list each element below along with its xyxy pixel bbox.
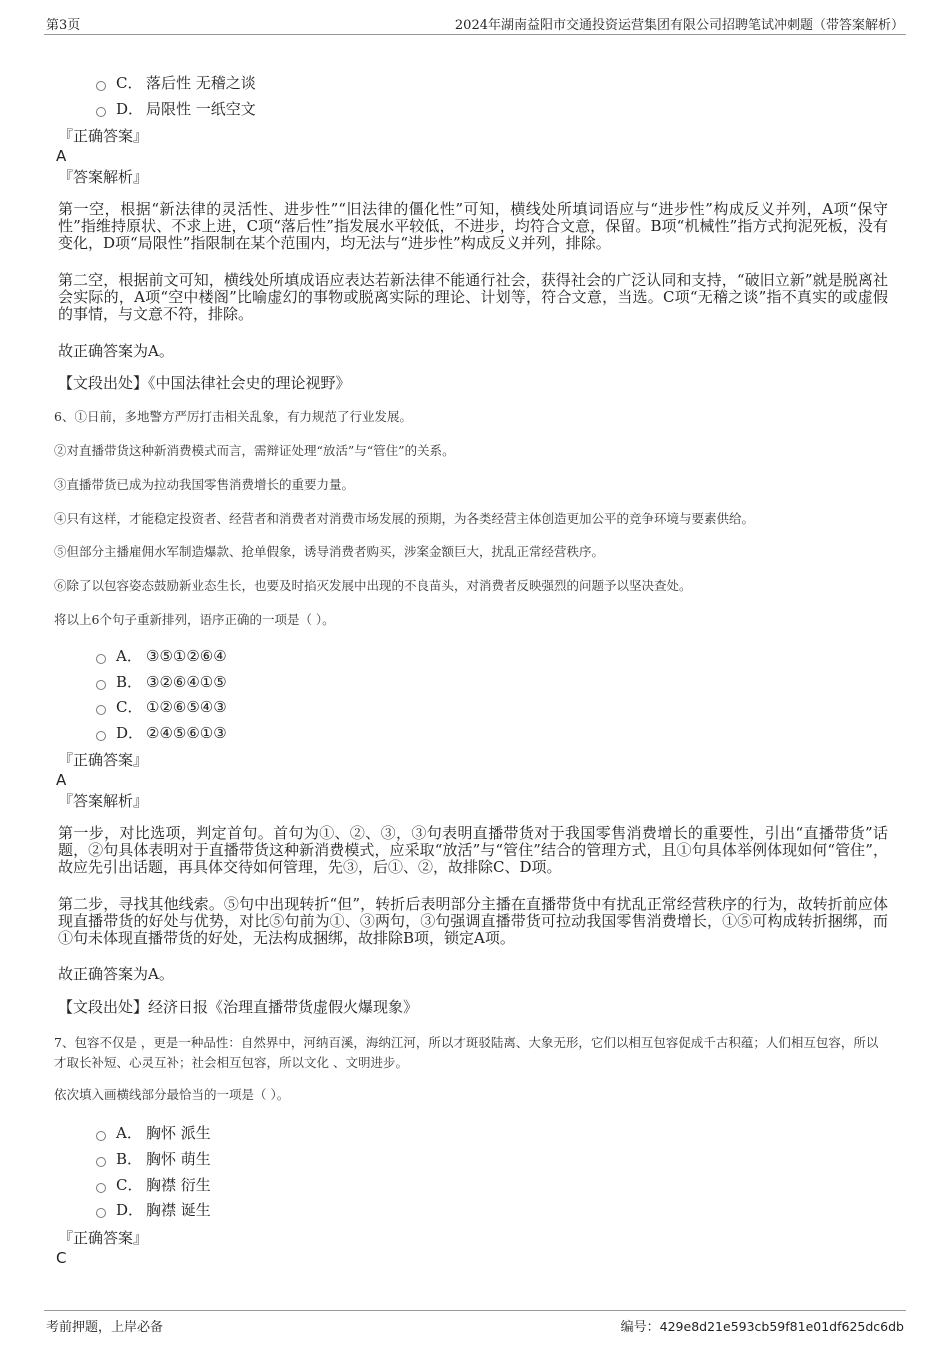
q7-prompt: 依次填入画横线部分最恰当的一项是（ ）。 bbox=[54, 1087, 290, 1102]
q7-option-b[interactable]: B． 胸怀 萌生 bbox=[96, 1149, 211, 1169]
document-title: 2024年湖南益阳市交通投资运营集团有限公司招聘笔试冲刺题（带答案解析） bbox=[454, 18, 904, 33]
radio-icon[interactable] bbox=[96, 1183, 106, 1193]
q7-option-c[interactable]: C． 胸襟 衍生 bbox=[96, 1175, 211, 1195]
q5-answer: A bbox=[56, 147, 67, 165]
q5-analysis-para-2: 第二空，根据前文可知，横线处所填成语应表达若新法律不能通行社会，获得社会的广泛认同和支持，“破旧立新”就是脱离社会实际的，A项“空中楼阁”比喻虚幻的事物或脱离实际的理论、计划等，符合文意，当选。C项“无稽之谈”指不真实的或虚假的事情，与文意不符，排除。 bbox=[58, 271, 888, 323]
radio-icon[interactable] bbox=[96, 81, 106, 91]
q5-analysis-label: 『答案解析』 bbox=[58, 168, 149, 186]
q5-answer-label: 『正确答案』 bbox=[58, 127, 149, 145]
q7-option-d[interactable]: D． 胸襟 诞生 bbox=[96, 1200, 211, 1220]
page-number: 第3页 bbox=[46, 18, 81, 33]
q6-prompt: 将以上6个句子重新排列，语序正确的一项是（ ）。 bbox=[54, 612, 335, 627]
q6-answer-label: 『正确答案』 bbox=[58, 751, 149, 769]
code-label: 编号： bbox=[620, 1320, 660, 1335]
code-value: 429e8d21e593cb59f81e01df625dc6db bbox=[659, 1319, 904, 1334]
q7-answer-label: 『正确答案』 bbox=[58, 1229, 149, 1247]
radio-icon[interactable] bbox=[96, 654, 106, 664]
q7-option-a[interactable]: A． 胸怀 派生 bbox=[96, 1123, 211, 1143]
q6-analysis-para-2: 第二步，寻找其他线索。⑤句中出现转折“但”，转折后表明部分主播在直播带货中有扰乱正常经营秩序的行为，故转折前应体现直播带货的好处与优势，对比⑤句前为①、③两句，③句强调直播带货可拉动我国零售消费增长，①⑤可构成转折捆绑，而①句未体现直播带货的好处，无法构成捆绑，故排除B项，锁定A项。 bbox=[58, 895, 888, 947]
q5-option-d[interactable]: D． 局限性 一纸空文 bbox=[96, 99, 256, 119]
q6-option-c[interactable]: C． ①②⑥⑤④③ bbox=[96, 697, 227, 717]
q5-option-c[interactable]: C． 落后性 无稽之谈 bbox=[96, 73, 256, 93]
q6-sentence-6: ⑥除了以包容姿态鼓励新业态生长，也要及时掐灭发展中出现的不良苗头，对消费者反映强烈的问题予以坚决查处。 bbox=[54, 578, 692, 593]
document-code bbox=[621, 1316, 904, 1335]
q6-sentence-1: 6、①日前，多地警方严厉打击相关乱象，有力规范了行业发展。 bbox=[54, 409, 412, 424]
q6-sentence-4: ④只有这样，才能稳定投资者、经营者和消费者对消费市场发展的预期，为各类经营主体创造更加公平的竞争环境与要素供给。 bbox=[54, 511, 755, 526]
q7-answer: C bbox=[56, 1249, 67, 1267]
q6-source: 【文段出处】经济日报《治理直播带货虚假火爆现象》 bbox=[58, 998, 419, 1016]
q6-option-d[interactable]: D． ②④⑤⑥①③ bbox=[96, 723, 227, 743]
radio-icon[interactable] bbox=[96, 731, 106, 741]
radio-icon[interactable] bbox=[96, 1131, 106, 1141]
q6-analysis-label: 『答案解析』 bbox=[58, 792, 149, 810]
q5-conclusion: 故正确答案为A。 bbox=[58, 342, 174, 360]
page-footer bbox=[44, 1310, 906, 1337]
q5-source: 【文段出处】《中国法律社会史的理论视野》 bbox=[58, 374, 351, 392]
q6-answer: A bbox=[56, 771, 67, 789]
page-header bbox=[44, 12, 906, 35]
q6-option-b[interactable]: B． ③②⑥④①⑤ bbox=[96, 672, 227, 692]
q6-analysis-para-1: 第一步，对比选项，判定首句。首句为①、②、③，③句表明直播带货对于我国零售消费增长的重要性，引出“直播带货”话题，②句具体表明对于直播带货这种新消费模式，应采取“放活”与“管住”结合的管理方式，且①句具体举例体现如何“管住”，故应先引出话题，再具体交待如何管理，先③，后①、②，故排除C、D项。 bbox=[58, 824, 888, 876]
q6-sentence-5: ⑤但部分主播雇佣水军制造爆款、抢单假象，诱导消费者购买，涉案金额巨大，扰乱正常经营秩序。 bbox=[54, 544, 605, 559]
q6-sentence-2: ②对直播带货这种新消费模式而言，需辩证处理“放活”与“管住”的关系。 bbox=[54, 443, 455, 458]
q6-option-a[interactable]: A． ③⑤①②⑥④ bbox=[96, 646, 227, 666]
radio-icon[interactable] bbox=[96, 705, 106, 715]
q6-sentence-3: ③直播带货已成为拉动我国零售消费增长的重要力量。 bbox=[54, 477, 355, 492]
radio-icon[interactable] bbox=[96, 1208, 106, 1218]
radio-icon[interactable] bbox=[96, 1157, 106, 1167]
radio-icon[interactable] bbox=[96, 680, 106, 690]
radio-icon[interactable] bbox=[96, 107, 106, 117]
q5-analysis-para-1: 第一空，根据“新法律的灵活性、进步性”“旧法律的僵化性”可知，横线处所填词语应与“进步性”构成反义并列，A项“保守性”指维持原状、不求上进，C项“落后性”指发展水平较低，不进步，均符合文意，保留。B项“机械性”指方式拘泥死板，没有变化，D项“局限性”指限制在某个范围内，均无法与“进步性”构成反义并列，排除。 bbox=[58, 200, 888, 252]
q6-conclusion: 故正确答案为A。 bbox=[58, 965, 174, 983]
footer-slogan: 考前押题，上岸必备 bbox=[46, 1320, 164, 1335]
q7-stem: 7、包容不仅是 ，更是一种品性：自然界中，河纳百溪，海纳江河，所以才斑驳陆离、大象无形，它们以相互包容促成千古积蕴；人们相互包容，所以才取长补短、心灵互补；社会相互包容，所以文化 、文明进步。 bbox=[54, 1035, 879, 1070]
